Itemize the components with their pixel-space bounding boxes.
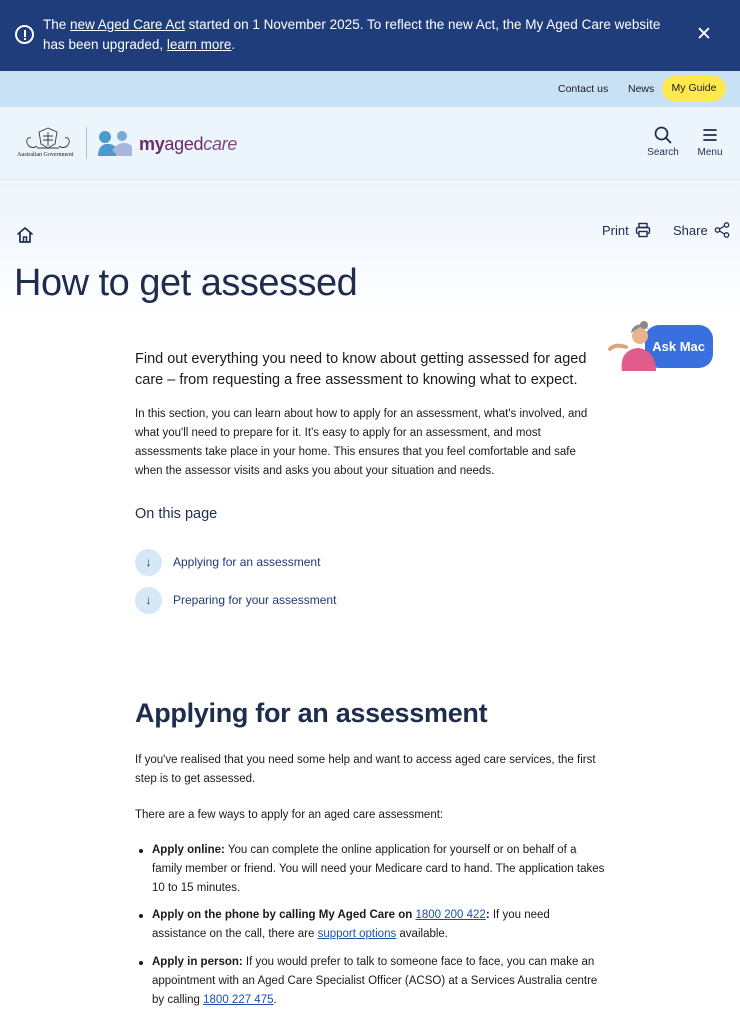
my-aged-care-logo-icon[interactable]: [96, 128, 134, 158]
brand-name[interactable]: myagedcare: [139, 134, 238, 154]
info-icon: [15, 25, 34, 44]
site-header: [0, 107, 740, 180]
list-item: Apply on the phone by calling My Aged Care on 1800 200 422: If you need assistance on the call, there are support options available.: [135, 906, 605, 944]
share-icon: [714, 222, 730, 238]
list-item: Apply online: You can complete the online application for yourself or on behalf of a family member or friend. You will need your Medicare card to hand. The application takes 10 to 15 minutes.: [135, 841, 605, 898]
intro-paragraph: In this section, you can learn about how to apply for an assessment, what's involved, and what you'll need to prepare for it. It's easy to apply for an assessment, and most assessments take place in your home. This ensures that you feel comfortable and safe when the assessor visits and asks you about your situation and needs.: [135, 408, 588, 477]
lead-paragraph: Find out everything you need to know about getting assessed for aged care – from requesting a free assessment to knowing what to expect.: [135, 351, 587, 388]
share-button[interactable]: [673, 222, 730, 238]
australian-government-text: Australian Government: [17, 152, 74, 158]
menu-button[interactable]: [690, 126, 730, 158]
news-link[interactable]: News: [628, 83, 655, 95]
list-item: Apply in person: If you would prefer to talk to someone face to face, you can make an appointment with an Aged Care Specialist Officer (ACSO) at a Services Australia centre by calling 1800 227 475.: [135, 953, 605, 1010]
support-options-link[interactable]: support options: [317, 928, 397, 940]
share-label: Share: [673, 222, 708, 238]
print-button[interactable]: [602, 222, 651, 238]
utility-bar: [0, 71, 740, 107]
section-paragraph: If you've realised that you need some help and want to access aged care services, the first step is to get assessed.: [135, 754, 596, 785]
aged-care-act-link[interactable]: new Aged Care Act: [70, 17, 185, 32]
on-this-page-link[interactable]: [135, 587, 336, 613]
on-this-page-heading: On this page: [135, 506, 218, 522]
menu-label: Menu: [697, 147, 723, 158]
alert-banner: [0, 0, 740, 71]
on-this-page-link[interactable]: [135, 549, 320, 575]
assistant-avatar-icon: [600, 315, 664, 373]
alert-text: The new Aged Care Act started on 1 November 2025. To reflect the new Act, the My Aged Care website has been upgraded, learn more.: [43, 17, 661, 52]
print-label: Print: [602, 222, 629, 238]
hamburger-icon: [702, 126, 718, 144]
search-icon: [654, 126, 672, 144]
arrow-down-icon: ↓: [135, 587, 162, 614]
section-heading: Applying for an assessment: [135, 698, 488, 728]
printer-icon: [635, 222, 651, 238]
phone-link[interactable]: 1800 200 422: [415, 909, 486, 921]
logo-divider: [86, 127, 87, 159]
on-this-page-link-label: Preparing for your assessment: [173, 593, 337, 607]
on-this-page-link-label: Applying for an assessment: [173, 555, 321, 569]
ask-mac-label: Ask Mac: [645, 325, 713, 368]
page-title: How to get assessed: [14, 262, 358, 304]
learn-more-link[interactable]: learn more: [166, 37, 232, 52]
australian-government-crest-icon[interactable]: [17, 126, 79, 168]
services-australia-phone-link[interactable]: 1800 227 475: [203, 994, 274, 1006]
home-icon[interactable]: [16, 226, 34, 244]
my-guide-button[interactable]: My Guide: [662, 76, 726, 101]
ask-mac-button[interactable]: [600, 315, 715, 373]
contact-us-link[interactable]: Contact us: [558, 83, 609, 95]
arrow-down-icon: ↓: [135, 549, 162, 576]
search-label: Search: [647, 147, 679, 158]
section-paragraph: There are a few ways to apply for an aged care assessment:: [135, 809, 444, 821]
close-icon[interactable]: ✕: [696, 24, 712, 45]
search-button[interactable]: [643, 126, 683, 158]
